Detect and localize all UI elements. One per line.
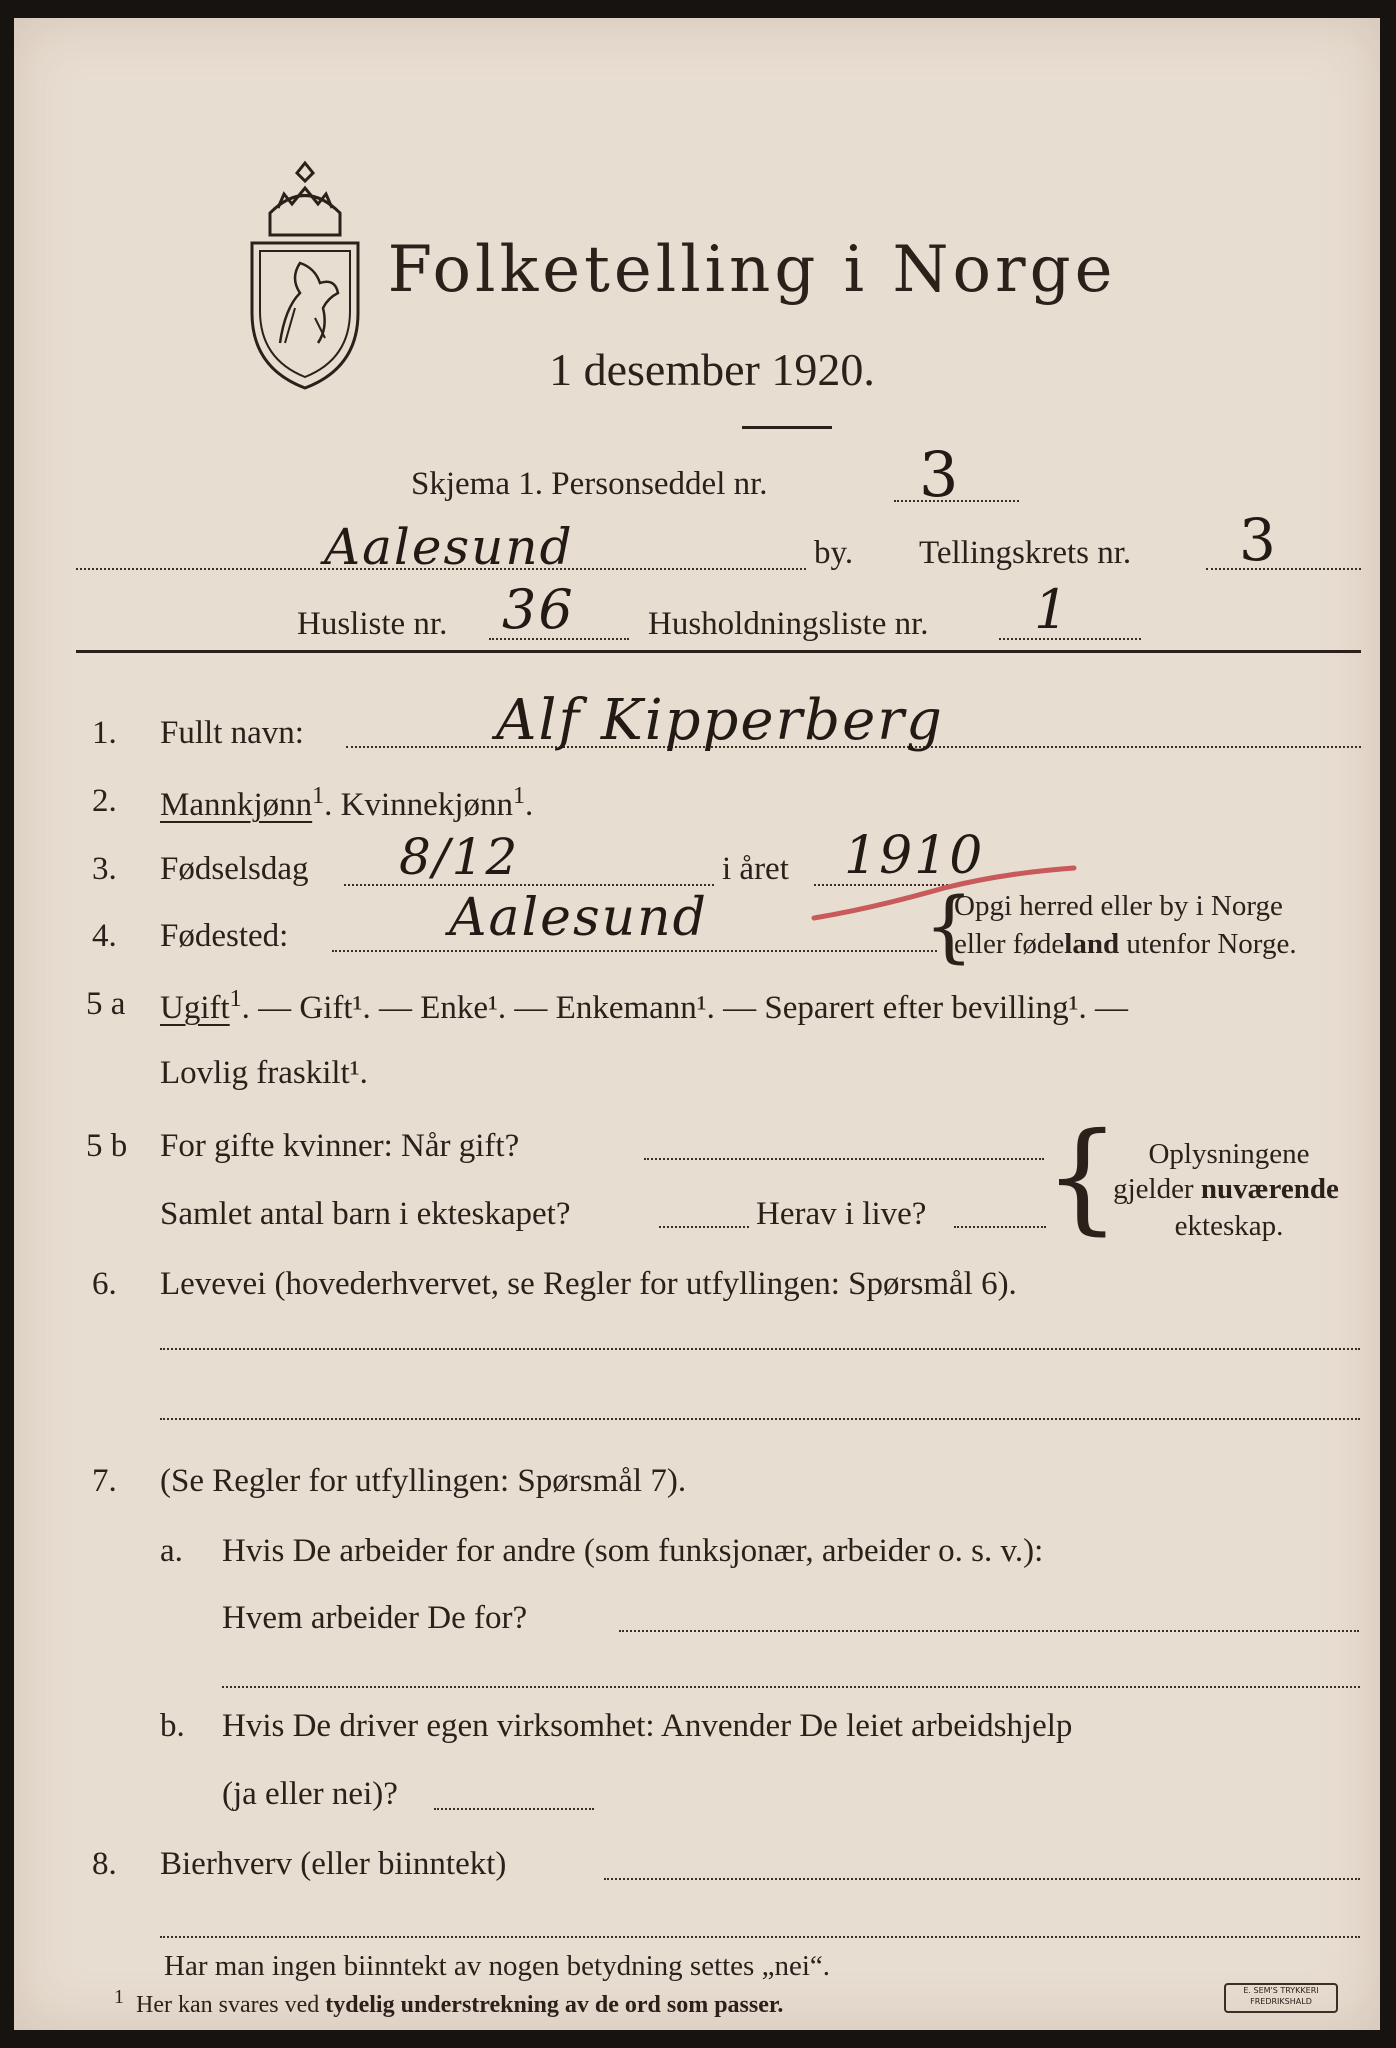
footer-note: Har man ingen biinntekt av nogen betydning settes „nei“. (164, 1950, 831, 1982)
year-label: i året (722, 851, 789, 887)
q5b-note-2: gjelder nuværende (1113, 1173, 1339, 1205)
skjema-label: Skjema 1. Personseddel nr. (411, 466, 768, 502)
birthplace-note-1: Opgi herred eller by i Norge (954, 890, 1283, 922)
q7a-letter: a. (160, 1533, 183, 1569)
option-female[interactable]: Kvinnekjønn (340, 787, 513, 823)
q5b-note-1: Oplysningene (1148, 1138, 1310, 1170)
employer-field[interactable] (619, 1630, 1359, 1632)
husliste-label: Husliste nr. (297, 606, 448, 642)
birthplace-value: Aalesund (449, 888, 708, 948)
q8-label: Bierhverv (eller biinntekt) (160, 1846, 507, 1882)
census-form-sheet (14, 18, 1380, 2030)
q5b-line1: For gifte kvinner: Når gift? (160, 1128, 520, 1164)
q1-number: 1. (92, 715, 117, 751)
q1-label: Fullt navn: (160, 715, 304, 751)
tellingskrets-value: 3 (1239, 506, 1278, 574)
header-rule (76, 650, 1361, 653)
children-alive-field[interactable] (954, 1226, 1046, 1228)
husliste-value: 36 (502, 578, 575, 641)
option-unmarried[interactable]: Ugift (160, 990, 230, 1026)
note-brace: { (924, 882, 974, 972)
tellingskrets-field[interactable] (1206, 568, 1361, 570)
side-income-field[interactable] (604, 1878, 1360, 1880)
page-title: Folketelling i Norge (387, 233, 1117, 307)
by-label: by. (814, 535, 854, 571)
q4-number: 4. (92, 918, 117, 954)
husholdning-value: 1 (1034, 578, 1071, 641)
q4-label: Fødested: (160, 918, 289, 954)
birth-year-value: 1910 (844, 826, 985, 886)
marital-options-line2[interactable]: Lovlig fraskilt¹. (160, 1055, 368, 1091)
employer-field-2[interactable] (222, 1686, 1360, 1688)
footnote: $^1$ Her kan svares ved tydelig understrekning av de ord som passer. (114, 1986, 784, 2018)
q5b-number: 5 b (86, 1128, 128, 1164)
q2-number: 2. (92, 783, 117, 819)
occupation-field-2[interactable] (160, 1418, 1360, 1420)
option-male[interactable]: Mannkjønn (160, 787, 313, 823)
q7a-text: Hvis De arbeider for andre (som funksjonær, arbeider o. s. v.): (222, 1533, 1044, 1569)
q7a-question: Hvem arbeider De for? (222, 1600, 528, 1636)
children-count-field[interactable] (659, 1226, 749, 1228)
married-when-field[interactable] (644, 1158, 1044, 1160)
side-income-field-2[interactable] (160, 1936, 1360, 1938)
q5a-number: 5 a (86, 986, 126, 1022)
q7b-text: Hvis De driver egen virksomhet: Anvender De leiet arbeidshjelp (222, 1708, 1073, 1744)
q7-label: (Se Regler for utfyllingen: Spørsmål 7). (160, 1463, 687, 1499)
q5b-line2b: Herav i live? (756, 1196, 927, 1232)
hired-help-field[interactable] (434, 1808, 594, 1810)
note-brace-2: { (1044, 1108, 1121, 1247)
q3-label: Fødselsdag (160, 851, 309, 887)
sex-options: Mannkjønn$^1$. Kvinnekjønn$^1$. (160, 783, 534, 823)
q5b-line2a: Samlet antal barn i ekteskapet? (160, 1196, 571, 1232)
personseddel-value: 3 (919, 438, 961, 511)
marital-options: Ugift$^1$. — Gift¹. — Enke¹. — Enkemann¹. — Separert efter bevilling¹. — (160, 986, 1129, 1026)
city-value: Aalesund (324, 518, 574, 576)
husholdning-label: Husholdningsliste nr. (648, 606, 929, 642)
title-divider (742, 426, 832, 429)
q6-label: Levevei (hovederhvervet, se Regler for utfyllingen: Spørsmål 6). (160, 1266, 1017, 1302)
q5b-note-3: ekteskap. (1174, 1210, 1284, 1242)
q3-number: 3. (92, 851, 117, 887)
tellingskrets-label: Tellingskrets nr. (919, 535, 1132, 571)
birthplace-field[interactable] (332, 950, 937, 952)
q8-number: 8. (92, 1846, 117, 1882)
q7b-letter: b. (160, 1708, 185, 1744)
q7b-question: (ja eller nei)? (222, 1776, 398, 1812)
birthday-value: 8/12 (399, 828, 520, 886)
occupation-field-1[interactable] (160, 1348, 1360, 1350)
full-name-value: Alf Kipperberg (496, 688, 944, 753)
q6-number: 6. (92, 1266, 117, 1302)
q7-number: 7. (92, 1463, 117, 1499)
birthplace-note-2: eller fødeland utenfor Norge. (954, 928, 1297, 960)
printer-mark: E. SEM'S TRYKKERI FREDRIKSHALD (1224, 1983, 1338, 2013)
census-date: 1 desember 1920. (549, 344, 875, 395)
